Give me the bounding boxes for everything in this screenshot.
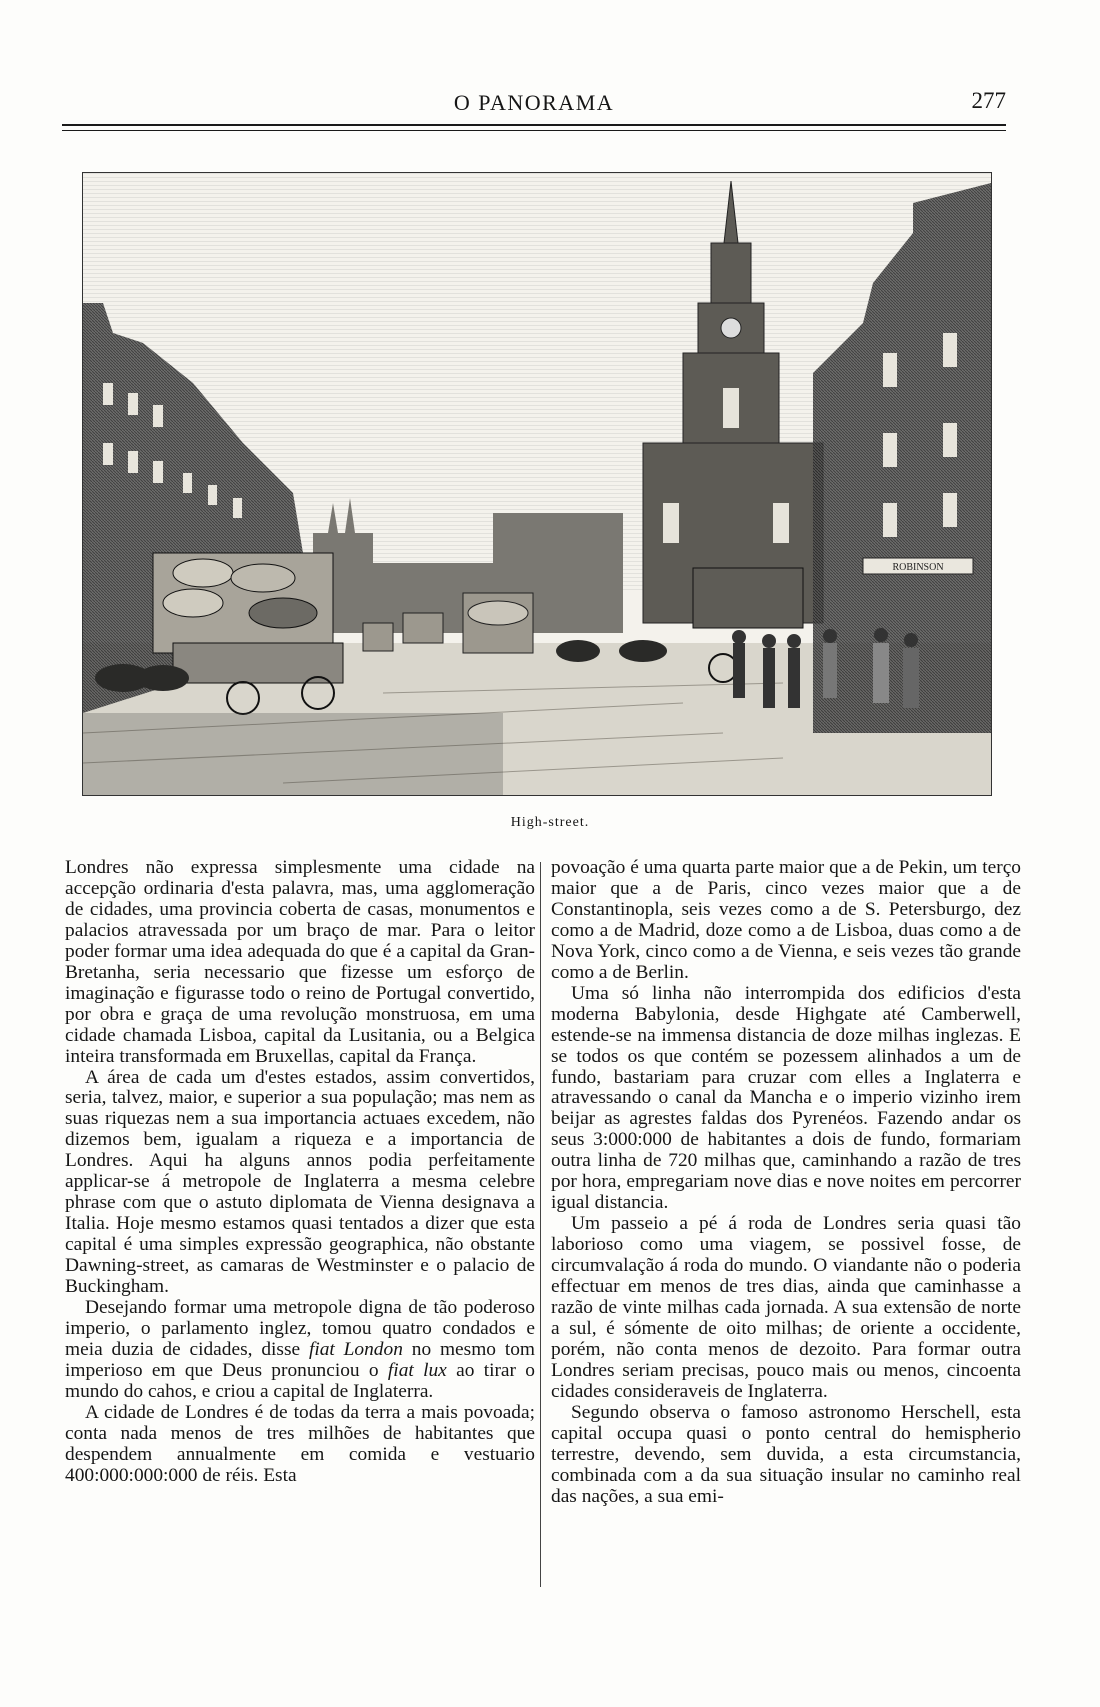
italic-phrase: fiat London [308,1338,403,1360]
paragraph: Londres não expressa simplesmente uma cidade na accepção ordinaria d'esta palavra, mas, uma agglomeração de cidades, uma provincia coberta de casas, monumentos e palacios atravessada por um braço de mar. Para o leitor poder formar uma idea adequada do que é a capital da Gran-Bretanha, seria necessario que fizesse um esforço de imaginação e figurasse todo o reino de Portugal convertido, por obra e graça de uma revolução monstruosa, em uma cidade chamada Lisboa, capital da Lusitania, ou a Belgica inteira transformada em Bruxellas, capital da França. [65,857,535,1067]
italic-phrase: fiat lux [387,1359,447,1381]
figure-caption: High-street. [510,815,590,830]
running-title: O PANORAMA [453,90,615,115]
page-header [62,86,1006,126]
paragraph: A cidade de Londres é de todas da terra a mais povoada; conta nada menos de tres milhões de habitantes que despendem annualmente em comida e vestuario 400:000:000:000 de réis. Esta [65,1401,535,1486]
shop-sign-text: ROBINSON [892,562,944,573]
paragraph: Uma só linha não interrompida dos edificios d'esta moderna Babylonia, desde Highgate até Camberwell, estende-se na immensa distancia de doze milhas inglezas. E se todos os que contém se pozessem alinhados a um de fundo, bastariam para cruzar com elles a Inglaterra e atravessando o canal da Mancha e o imperio vizinho irem beijar as agrestes faldas dos Pyrenéos. Fazendo andar os seus 3:000:000 de habitantes a dois de fundo, formariam outra linha de 720 milhas que, caminhando a razão de tres por hora, empregariam nove dias e nove noites em percorrer igual distancia. [551,982,1021,1214]
paragraph [65,1298,535,1403]
page-number: 277 [971,88,1006,113]
article-column-left [65,858,535,1487]
paragraph: povoação é uma quarta parte maior que a de Pekin, um terço maior que a de Paris, cinco vezes maior que a de Constantinopla, seis vezes como a de S. Petersburgo, dez como a de Madrid, doze como a de Lisboa, duas como a de Nova York, cinco como a de Vienna, e seis vezes tão grande como a de Berlin. [551,857,1021,983]
paragraph-text: Desejando formar uma metropole digna de tão poderoso imperio, o parlamento inglez, tomou quatro condados e meia duzia de cidades, disse [65,1297,535,1360]
column-divider [540,862,541,1587]
paragraph: Um passeio a pé á roda de Londres seria quasi tão laborioso como uma viagem, se possivel fosse, de circumvalação á roda do mundo. O viandante não o poderia effectuar em menos de tres dias, ainda que caminhasse a razão de vinte milhas cada jornada. A sua extensão de norte a sul, é sómente de oito milhas; de oriente a occidente, porém, não conta menos de dezoito. Para formar outra Londres seriam precisas, pouco mais ou menos, cincoenta cidades consideraveis de Inglaterra. [551,1213,1021,1402]
paragraph-text: ao tirar o mundo do cahos, e criou a capital de Inglaterra. [65,1359,535,1402]
header-rule [62,124,1006,126]
left-horses [95,664,189,692]
article-column-right [551,858,1021,1508]
street-scene-illustration [83,173,991,795]
paragraph-text: no mesmo tom imperioso em que Deus pronunciou o [65,1338,535,1381]
foreground-shadow [83,713,503,795]
high-street-engraving [82,172,992,796]
paragraph: Segundo observa o famoso astronomo Herschell, esta capital occupa quasi o ponto central do hemispherio terrestre, devendo, sem duvida, a esta circumstancia, combinada com a da sua situação insular no caminho real das nações, a sua emi- [551,1401,1021,1507]
paragraph: A área de cada um d'estes estados, assim convertidos, seria, talvez, maior, e superior a sua população; mas nem as suas riquezas nem a sua importancia actuaes excedem, não dizemos bem, igualam a riqueza e a importancia de Londres. Aqui ha alguns annos podia perfeitamente applicar-se á metropole de Inglaterra a mesma celebre phrase com que o astuto diplomata de Vienna designava a Italia. Hoje mesmo estamos quasi tentados a dizer que esta capital é uma simples expressão geographica, não obstante Dawning-street, as camaras de Westminster e o palacio de Buckingham. [65,1066,535,1298]
header-rule-thin [62,130,1006,131]
